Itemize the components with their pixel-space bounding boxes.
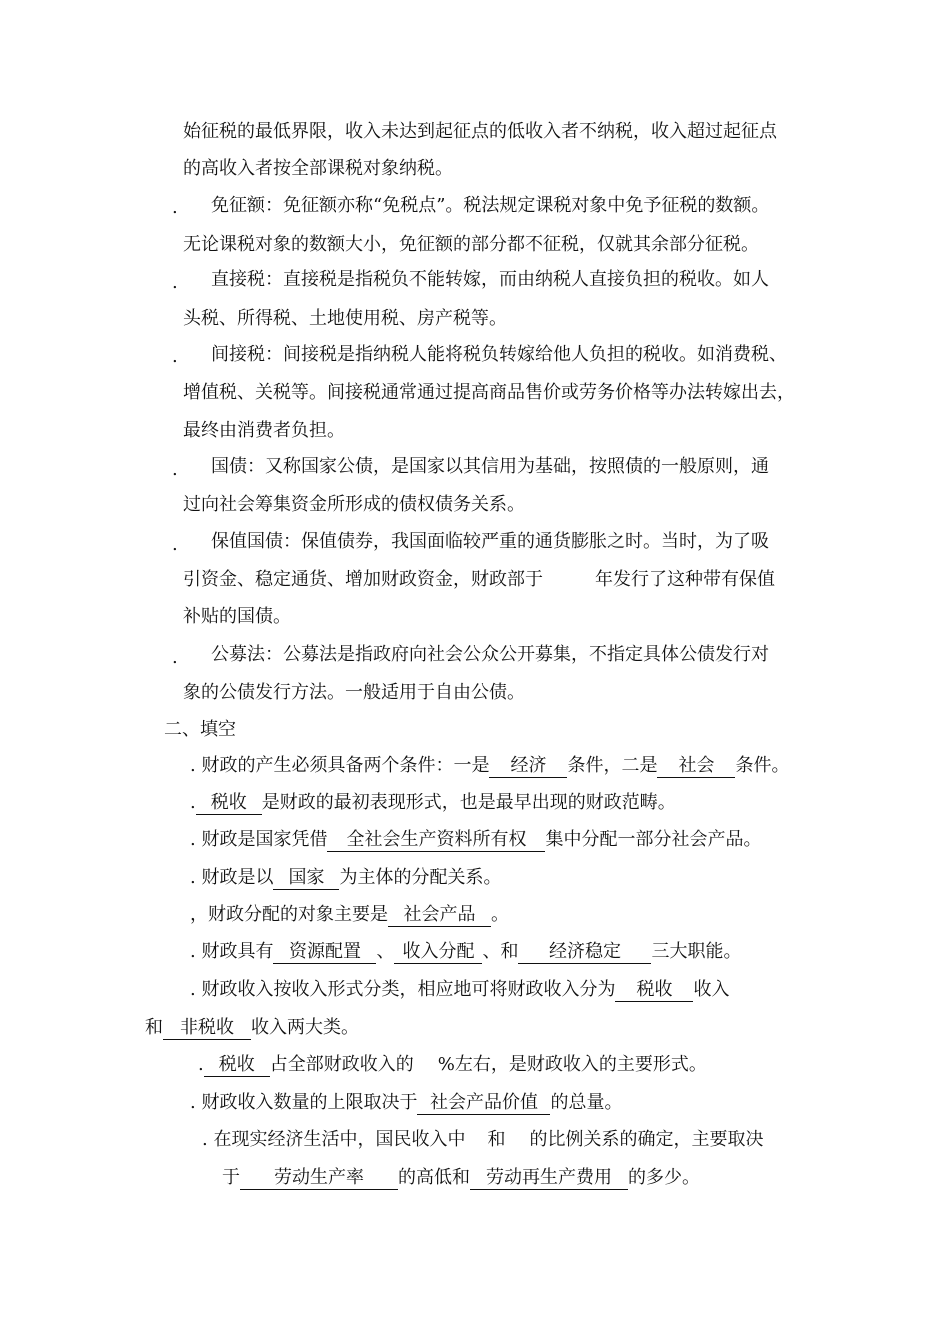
definition-text-line: 无论课税对象的数额大小，免征额的部分都不征税，仅就其余部分征税。 xyxy=(183,234,759,255)
answer-blank: 劳动再生产费用 xyxy=(470,1167,628,1190)
definition-text-line: 的高收入者按全部课税对象纳税。 xyxy=(183,158,453,179)
definition-text-line: 补贴的国债。 xyxy=(183,606,291,627)
question-text: 和 xyxy=(487,1129,506,1150)
question-text: 三大职能。 xyxy=(651,941,742,962)
list-marker: . xyxy=(172,197,178,218)
definition-text-line: 增值税、关税等。间接税通常通过提高商品售价或劳务价格等办法转嫁出去， xyxy=(183,382,795,403)
definition-text: 引资金、稳定通货、增加财政资金，财政部于 xyxy=(183,569,543,590)
fill-question xyxy=(190,940,741,964)
question-text: 的总量。 xyxy=(550,1092,623,1113)
fill-question xyxy=(190,791,676,815)
question-text: 条件。 xyxy=(735,755,790,776)
fill-question xyxy=(190,978,729,1002)
question-text: 、和 xyxy=(482,941,519,962)
answer-blank: 经济 xyxy=(489,755,567,778)
question-text: 。 xyxy=(491,904,509,925)
section-title: 二、填空 xyxy=(164,719,236,740)
question-text: 为主体的分配关系。 xyxy=(339,867,502,888)
definition-text-line: 过向社会筹集资金所形成的债权债务关系。 xyxy=(183,494,525,515)
list-marker: . xyxy=(172,459,178,480)
answer-blank: 资源配置 xyxy=(273,941,376,964)
question-text: . xyxy=(190,792,196,813)
definition-text-line: 直接税：直接税是指税负不能转嫁，而由纳税人直接负担的税收。如人 xyxy=(211,269,769,290)
question-text: . 财政的产生必须具备两个条件：一是 xyxy=(190,755,490,776)
question-text: . 财政是国家凭借 xyxy=(190,829,328,850)
definition-text-line: 公募法：公募法是指政府向社会公众公开募集，不指定具体公债发行对 xyxy=(211,644,769,665)
answer-blank: 税收 xyxy=(204,1054,270,1077)
fill-question xyxy=(190,1091,622,1115)
question-text: 的比例关系的确定，主要取决 xyxy=(529,1129,764,1150)
list-marker: . xyxy=(172,272,178,293)
fill-question xyxy=(202,1128,763,1152)
question-text: . 在现实经济生活中，国民收入中 xyxy=(202,1129,466,1150)
question-text: 收入两大类。 xyxy=(251,1017,359,1038)
question-text: 于 xyxy=(222,1167,240,1188)
question-text: 是财政的最初表现形式，也是最早出现的财政范畴。 xyxy=(261,792,676,813)
list-marker: . xyxy=(172,534,178,555)
answer-blank: 经济稳定 xyxy=(518,941,651,964)
answer-blank: 税收 xyxy=(615,979,693,1002)
question-text: 占全部财政收入的 xyxy=(269,1054,414,1075)
question-text: 的多少。 xyxy=(628,1167,700,1188)
question-text: 的高低和 xyxy=(398,1167,470,1188)
definition-text-line: 免征额：免征额亦称“免税点”。税法规定课税对象中免予征税的数额。 xyxy=(211,195,770,216)
question-text: 条件，二是 xyxy=(567,755,658,776)
definition-text-line xyxy=(183,568,775,592)
answer-blank: 社会产品价值 xyxy=(417,1092,550,1115)
question-text: ，财政分配的对象主要是 xyxy=(190,904,388,925)
question-text: 、 xyxy=(376,941,395,962)
answer-blank: 国家 xyxy=(273,867,339,890)
fill-question-continued xyxy=(222,1166,700,1190)
question-text: 集中分配一部分社会产品。 xyxy=(545,829,762,850)
fill-question xyxy=(190,754,789,778)
fill-question xyxy=(190,828,761,852)
answer-blank: 社会 xyxy=(657,755,735,778)
definition-text-line: 象的公债发行方法。一般适用于自由公债。 xyxy=(183,682,525,703)
fill-question xyxy=(190,903,509,927)
question-text: . 财政是以 xyxy=(190,867,274,888)
fill-question xyxy=(198,1053,707,1077)
question-text: 和 xyxy=(145,1017,163,1038)
answer-blank: 收入分配 xyxy=(394,941,482,964)
list-marker: . xyxy=(172,346,178,367)
question-text: . 财政收入数量的上限取决于 xyxy=(190,1092,418,1113)
question-text: . 财政具有 xyxy=(190,941,274,962)
answer-blank: 劳动生产率 xyxy=(240,1167,398,1190)
definition-text-line: 间接税：间接税是指纳税人能将税负转嫁给他人负担的税收。如消费税、 xyxy=(211,344,787,365)
question-text: . 财政收入按收入形式分类，相应地可将财政收入分为 xyxy=(190,979,616,1000)
fill-question xyxy=(190,866,501,890)
definition-text-line: 国债：又称国家公债，是国家以其信用为基础，按照债的一般原则，通 xyxy=(211,456,769,477)
answer-blank: 非税收 xyxy=(163,1017,251,1040)
definition-text-line: 保值国债：保值债券，我国面临较严重的通货膨胀之时。当时，为了吸 xyxy=(211,531,769,552)
answer-blank: 全社会生产资料所有权 xyxy=(327,829,545,852)
answer-blank: 税收 xyxy=(196,792,262,815)
fill-question-continued xyxy=(145,1016,359,1040)
question-text: %左右，是财政收入的主要形式。 xyxy=(437,1054,707,1075)
question-text: . xyxy=(198,1054,204,1075)
definition-text: 年发行了这种带有保值 xyxy=(595,569,775,590)
definition-text-line: 头税、所得税、土地使用税、房产税等。 xyxy=(183,308,507,329)
definition-text-line: 始征税的最低界限，收入未达到起征点的低收入者不纳税，收入超过起征点 xyxy=(183,121,777,142)
answer-blank: 社会产品 xyxy=(388,904,491,927)
list-marker: . xyxy=(172,647,178,668)
definition-text-line: 最终由消费者负担。 xyxy=(183,420,345,441)
question-text: 收入 xyxy=(693,979,730,1000)
